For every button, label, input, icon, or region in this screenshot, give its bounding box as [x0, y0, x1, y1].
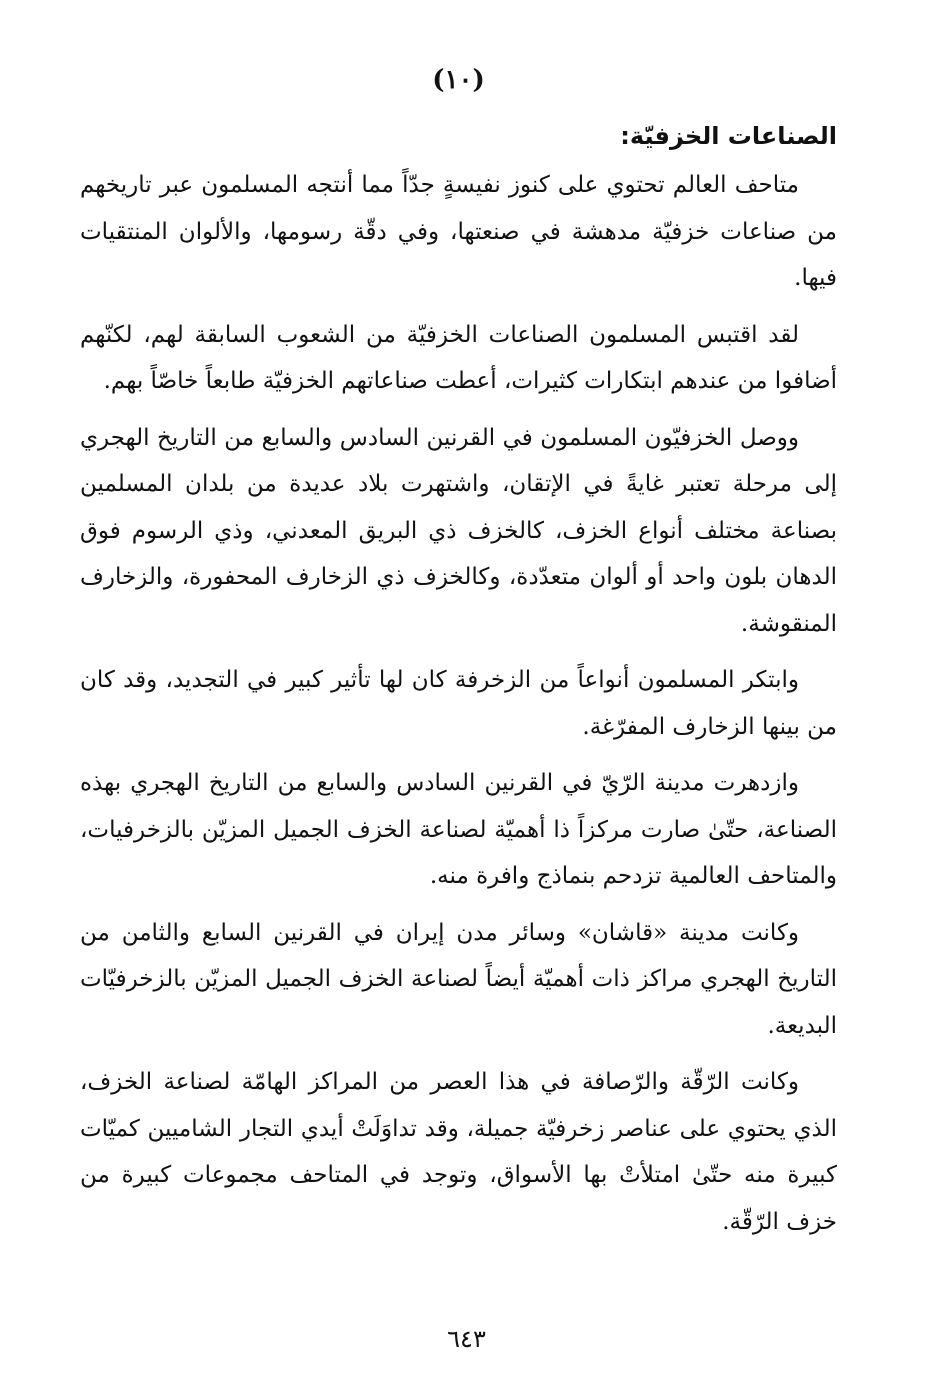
paragraph: وكانت الرّقّة والرّصافة في هذا العصر من المراكز الهامّة لصناعة الخزف، الذي يحتوي على عناصر زخرفيّة جميلة، وقد تداوَلَتْ أيدي التجار الشاميين كميّات كبيرة منه حتّىٰ امتلأتْ بها الأسواق، وتوجد في المتاحف مجموعات كبيرة من خزف الرّقّة.	[80, 1069, 837, 1235]
paragraph: وازدهرت مدينة الرّيّ في القرنين السادس والسابع من التاريخ الهجري بهذه الصناعة، حتّىٰ صارت مركزاً ذا أهميّة لصناعة الخزف الجميل المزيّن بالزخرفيات، والمتاحف العالمية تزدحم بنماذج وافرة منه.	[80, 770, 837, 889]
document-page	[80, 60, 837, 1344]
paragraph: متاحف العالم تحتوي على كنوز نفيسةٍ جدّاً مما أنتجه المسلمون عبر تاريخهم من صناعات خزفيّة مدهشة في صنعتها، وفي دقّة رسومها، والألوان المنتقيات فيها.	[80, 172, 837, 291]
paragraph: لقد اقتبس المسلمون الصناعات الخزفيّة من الشعوب السابقة لهم، لكنّهم أضافوا من عندهم ابتكارات كثيرات، أعطت صناعاتهم الخزفيّة طابعاً خاصّاً بهم.	[80, 321, 837, 394]
paragraph: وابتكر المسلمون أنواعاً من الزخرفة كان لها تأثير كبير في التجديد، وقد كان من بينها الزخارف المفرّغة.	[80, 667, 837, 740]
page-number: ٦٤٣	[447, 1325, 486, 1353]
paragraph: وكانت مدينة «قاشان» وسائر مدن إيران في القرنين السابع والثامن من التاريخ الهجري مراكز ذات أهميّة أيضاً لصناعة الخزف الجميل المزيّن بالزخرفيّات البديعة.	[80, 919, 837, 1039]
paragraph: ووصل الخزفيّون المسلمون في القرنين السادس والسابع من التاريخ الهجري إلى مرحلة تعتبر غايةً في الإتقان، واشتهرت بلاد عديدة من بلدان المسلمين بصناعة مختلف أنواع الخزف، كالخزف ذي البريق المعدني، وذي الرسوم فوق الدهان بلون واحد أو ألوان متعدّدة، وكالخزف ذي الزخارف المحفورة، والزخارف المنقوشة.	[80, 424, 837, 637]
chapter-marker: (١٠)	[432, 65, 485, 95]
section-title: الصناعات الخزفيّة:	[620, 122, 837, 150]
